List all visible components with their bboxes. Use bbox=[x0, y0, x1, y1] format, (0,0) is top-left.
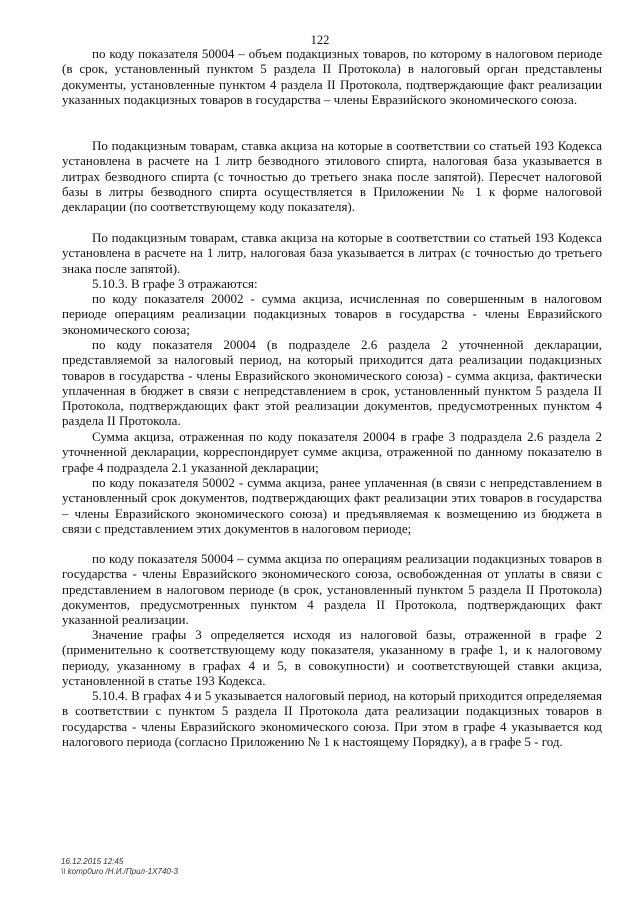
page-number: 122 bbox=[310, 33, 330, 47]
paragraph: Значение графы 3 определяется исходя из налоговой базы, отраженной в графе 2 (применительно к соответствующему коду показателя, указанному в графе 1, и к налоговому периоду, указанному в графах 4 и 5, в совокупности) и соответствующей ставки акциза, установленной в статье 193 Кодекса. bbox=[62, 627, 602, 688]
paragraph: по коду показателя 50004 – сумма акциза по операциям реализации подакцизных товаров в государства - члены Евразийского экономического союза, освобожденная от уплаты в связи с представлением в налоговом периоде (в срок, установленный пунктом 5 раздела II Протокола) документов, предусмотренных пунктом 4 раздела II Протокола, подтверждающих факт указанной реализации. bbox=[62, 551, 602, 628]
paragraph: по коду показателя 20002 - сумма акциза, исчисленная по совершенным в налоговом периоде операциям реализации подакцизных товаров в государства - члены Евразийского экономического союза; bbox=[62, 291, 602, 337]
paragraph: По подакцизным товарам, ставка акциза на которые в соответствии со статьей 193 Кодекса установлена в расчете на 1 литр безводного этилового спирта, налоговая база указывается в литрах безводного спирта (с точностью до третьего знака после запятой). Пересчет налоговой базы в литры безводного спирта осуществляется в Приложении № 1 к форме налоговой декларации (по соответствующему коду показателя). bbox=[62, 138, 602, 215]
paragraph: 5.10.3. В графе 3 отражаются: bbox=[92, 276, 258, 291]
footer-file-path: \\ komp0uro /Н.И./Прил-1Х740-3 bbox=[61, 867, 178, 876]
paragraph: 5.10.4. В графах 4 и 5 указывается налоговый период, на который приходится определяемая в соответствии с пунктом 5 раздела II Протокола дата реализации подакцизных товаров в государства - члены Евразийского экономического союза. При этом в графе 4 указывается код налогового периода (согласно Приложению № 1 к настоящему Порядку), а в графе 5 - год. bbox=[62, 688, 602, 749]
paragraph: по коду показателя 50004 – объем подакцизных товаров, по которому в налоговом периоде (в срок, установленный пунктом 5 раздела II Протокола) в налоговый орган представлены документы, установленные пунктом 4 раздела II Протокола, подтверждающие факт реализации указанных подакцизных товаров в государства – члены Евразийского экономического союза. bbox=[62, 46, 602, 107]
paragraph: по коду показателя 50002 - сумма акциза, ранее уплаченная (в связи с непредставлением в установленный срок документов, подтверждающих факт реализации этих товаров в государства – члены Евразийского экономического союза) и предъявляемая к возмещению из бюджета в связи с представлением этих документов в налоговом периоде; bbox=[62, 475, 602, 536]
footer-timestamp: 16.12.2015 12:45 bbox=[61, 857, 124, 866]
paragraph: по коду показателя 20004 (в подразделе 2.6 раздела 2 уточненной декларации, представляемой за налоговый период, на который приходится дата реализации подакцизных товаров в государства - члены Евразийского экономического союза) - сумма акциза, фактически уплаченная в бюджет в связи с непредставлением в срок, установленный пунктом 5 раздела II Протокола, подтверждающих факт этой реализации документов, предусмотренных пунктом 4 раздела II Протокола. bbox=[62, 337, 602, 429]
document-footer bbox=[61, 857, 178, 877]
paragraph: Сумма акциза, отраженная по коду показателя 20004 в графе 3 подраздела 2.6 раздела 2 уточненной декларации, корреспондирует сумме акциза, отраженной по данному показателю в графе 4 подраздела 2.1 указанной декларации; bbox=[62, 429, 602, 475]
paragraph: По подакцизным товарам, ставка акциза на которые в соответствии со статьей 193 Кодекса установлена в расчете на 1 литр, налоговая база указывается в литрах (с точностью до третьего знака после запятой). bbox=[62, 230, 602, 276]
document-body bbox=[62, 46, 602, 765]
